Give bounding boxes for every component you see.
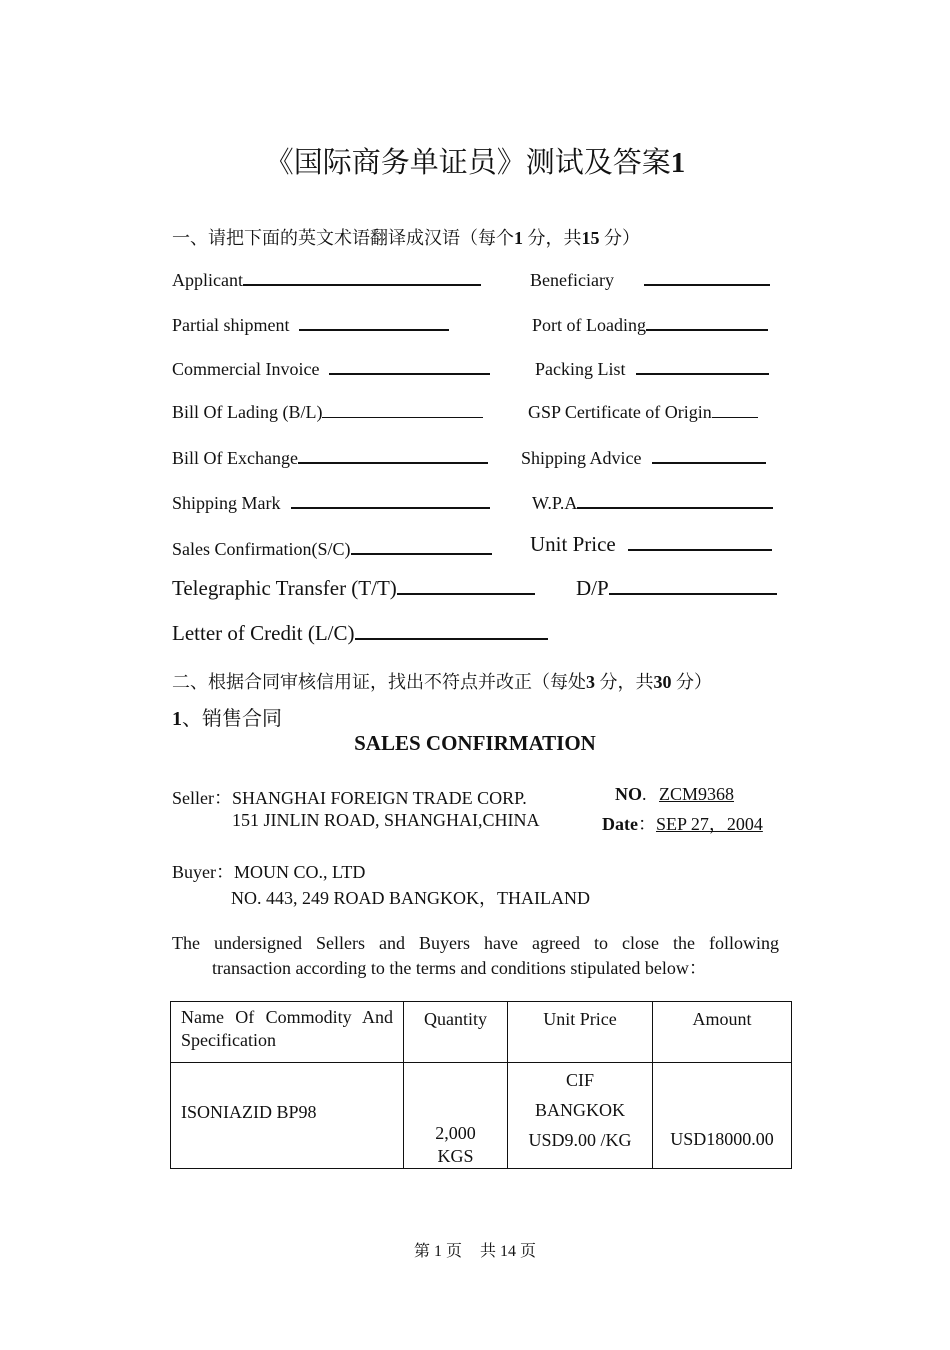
header-amount: Amount <box>653 1002 792 1063</box>
cell-unit-price: CIF BANGKOK USD9.00 /KG <box>508 1063 653 1169</box>
term-tt: Telegraphic Transfer (T/T) <box>172 576 535 601</box>
section2-heading: 二、根据合同审核信用证，找出不符点并改正（每处3 分，共30 分） <box>172 672 712 692</box>
buyer-address: NO. 443, 249 ROAD BANGKOK，THAILAND <box>231 888 590 908</box>
agreement-paragraph: The undersigned Sellers and Buyers have agreed to close the following transaction according to the terms and conditions stipulated below： <box>172 933 779 978</box>
header-quantity: Quantity <box>404 1002 508 1063</box>
buyer-line: Buyer：MOUN CO., LTD <box>172 862 366 882</box>
term-shipping-advice: Shipping Advice <box>521 446 766 469</box>
term-bill-of-lading: Bill Of Lading (B/L) <box>172 402 483 423</box>
term-dp: D/P <box>576 576 777 601</box>
page-footer: 第 1 页 共 14 页 <box>413 1243 537 1260</box>
cell-amount: USD18000.00 <box>653 1063 792 1169</box>
term-wpa: W.P.A <box>532 491 773 514</box>
contract-number: NO. ZCM9368 <box>615 784 735 804</box>
term-gsp: GSP Certificate of Origin <box>528 402 758 423</box>
answer-blank[interactable] <box>644 268 770 286</box>
term-commercial-invoice: Commercial Invoice <box>172 357 490 380</box>
answer-blank[interactable] <box>712 403 758 418</box>
answer-blank[interactable] <box>577 491 773 509</box>
seller-line: Seller：SHANGHAI FOREIGN TRADE CORP. <box>172 788 527 808</box>
answer-blank[interactable] <box>397 577 535 595</box>
answer-blank[interactable] <box>628 533 772 551</box>
answer-blank[interactable] <box>243 268 481 286</box>
term-bill-of-exchange: Bill Of Exchange <box>172 446 488 469</box>
answer-blank[interactable] <box>636 357 769 375</box>
sales-confirmation-title: SALES CONFIRMATION <box>354 731 596 755</box>
page-title: 《国际商务单证员》测试及答案1 <box>264 147 686 179</box>
answer-blank[interactable] <box>652 446 766 464</box>
seller-address: 151 JINLIN ROAD, SHANGHAI,CHINA <box>232 810 540 830</box>
answer-blank[interactable] <box>298 446 488 464</box>
answer-blank[interactable] <box>329 357 490 375</box>
table-row <box>171 1063 792 1169</box>
term-packing-list: Packing List <box>535 357 769 380</box>
table-header-row <box>171 1002 792 1063</box>
term-shipping-mark: Shipping Mark <box>172 491 490 514</box>
header-commodity: Name Of Commodity And Specification <box>171 1002 404 1063</box>
term-beneficiary: Beneficiary <box>530 268 770 291</box>
header-unit-price: Unit Price <box>508 1002 653 1063</box>
cell-commodity: ISONIAZID BP98 <box>171 1063 404 1169</box>
answer-blank[interactable] <box>609 577 777 595</box>
answer-blank[interactable] <box>322 403 483 418</box>
answer-blank[interactable] <box>351 537 492 555</box>
answer-blank[interactable] <box>291 491 490 509</box>
commodity-table <box>170 1001 792 1169</box>
section1-heading: 一、请把下面的英文术语翻译成汉语（每个1 分，共15 分） <box>172 228 640 248</box>
answer-blank[interactable] <box>299 313 449 331</box>
term-unit-price: Unit Price <box>530 532 772 557</box>
subsection-heading: 1、销售合同 <box>172 708 282 730</box>
contract-date: Date：SEP 27，2004 <box>602 814 763 834</box>
cell-quantity: 2,000 KGS <box>404 1063 508 1169</box>
answer-blank[interactable] <box>355 622 548 640</box>
term-sales-confirmation: Sales Confirmation(S/C) <box>172 537 492 560</box>
term-port-of-loading: Port of Loading <box>532 313 768 336</box>
answer-blank[interactable] <box>646 313 768 331</box>
term-lc: Letter of Credit (L/C) <box>172 621 548 646</box>
term-applicant: Applicant <box>172 268 481 291</box>
term-partial-shipment: Partial shipment <box>172 313 449 336</box>
